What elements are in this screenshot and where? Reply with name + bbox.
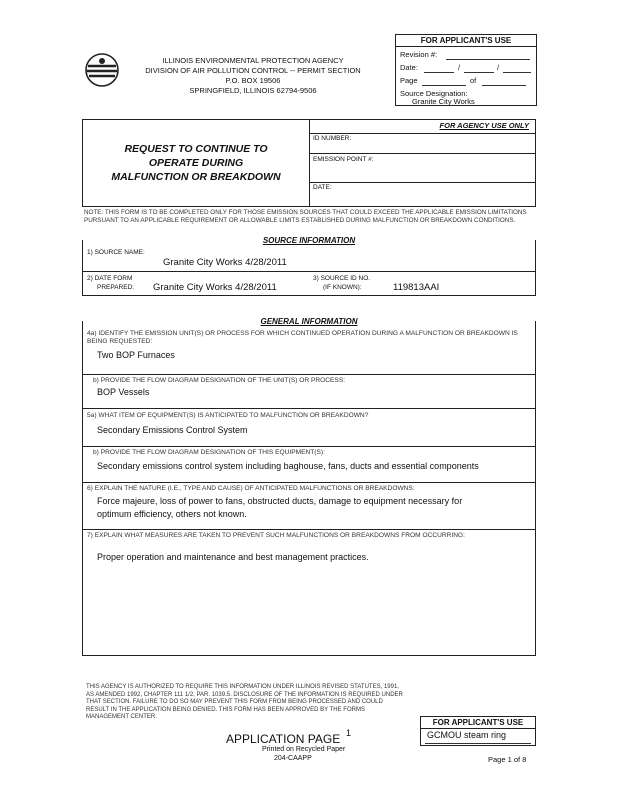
legal-notice: THIS AGENCY IS AUTHORIZED TO REQUIRE THIS INFORMATION UNDER ILLINOIS REVISED STATUTES, 1991, AS AMENDED 1992, CHAPTER 111 1/2, PAR. 1039.5. DISCLOSURE OF THE INFORMATION IS REQUIRED UNDER THAT SECTION. FAILURE TO DO SO MAY PREVENT THIS FORM FROM BEING PROCESSED AND COULD RESULT IN THE APPLICATION BEING DENIED. THIS FORM HAS BEEN APPROVED BY THE FORMS MANAGEMENT CENTER.: [86, 684, 403, 721]
answer-6-line2: optimum efficiency, others not known.: [97, 509, 247, 519]
agency-logo: [84, 52, 120, 88]
question-4a: 4a) IDENTIFY THE EMISSION UNIT(S) OR PROCESS FOR WHICH CONTINUED OPERATION DURING A MALFUNCTION OR BREAKDOWN IS BEING REQUESTED:: [87, 330, 518, 345]
applicant-use-box-top: FOR APPLICANT'S USE Revision #: Date: / / Page of Source Designation: Granite City Works: [395, 34, 537, 106]
question-4b: b) PROVIDE THE FLOW DIAGRAM DESIGNATION OF THE UNIT(S) OR PROCESS:: [93, 377, 346, 384]
answer-7: Proper operation and maintenance and best management practices.: [97, 552, 369, 562]
source-id-label-a: 3) SOURCE ID NO.: [313, 275, 371, 282]
agency-use-header: FOR AGENCY USE ONLY: [439, 121, 529, 130]
note-text: NOTE: THIS FORM IS TO BE COMPLETED ONLY FOR THOSE EMISSION SOURCES THAT COULD EXCEED THE APPLICABLE EMISSION LIMITATIONS PURSUANT TO AN APPLICABLE REQUIREMENT OR ALLOWABLE LIMITS ESTABLISHED DURING MALFUNCTION OR BREAKDOWN CONDITIONS.: [84, 209, 527, 224]
page-count: Page 1 of 8: [488, 755, 527, 764]
form-title: [83, 142, 309, 184]
revision-label: Revision #:: [400, 50, 438, 59]
id-number-label: ID NUMBER:: [313, 135, 352, 142]
date-prepared-value: Granite City Works 4/28/2011: [153, 282, 277, 293]
date-prepared-label-b: PREPARED:: [97, 284, 135, 291]
general-info-section: [82, 317, 536, 656]
applicant-use-header: FOR APPLICANT'S USE: [396, 35, 536, 47]
answer-6-line1: Force majeure, loss of power to fans, obstructed ducts, damage to equipment necessary for: [97, 496, 463, 506]
title-box: [82, 119, 310, 207]
printed-recycled: Printed on Recycled Paper: [262, 746, 346, 753]
date-field-month[interactable]: [424, 72, 454, 73]
agency-use-box: [309, 119, 536, 207]
page-of-field[interactable]: [482, 85, 526, 86]
answer-4a: Two BOP Furnaces: [97, 350, 175, 360]
applicant-use-bottom-value: GCMOU steam ring: [427, 730, 507, 740]
application-page-number: 1: [346, 728, 352, 738]
date-field-day[interactable]: [464, 72, 494, 73]
application-page-label: APPLICATION PAGE: [226, 732, 341, 746]
source-name-value: Granite City Works 4/28/2011: [163, 257, 287, 268]
answer-5a: Secondary Emissions Control System: [97, 425, 248, 435]
of-label: of: [470, 76, 477, 85]
question-7: 7) EXPLAIN WHAT MEASURES ARE TAKEN TO PREVENT SUCH MALFUNCTIONS OR BREAKDOWNS FROM OCCURRING:: [87, 532, 465, 539]
agency-header: [128, 56, 378, 96]
date-label: Date:: [400, 63, 418, 72]
agency-line3: P.O. BOX 19506: [225, 76, 281, 85]
agency-line2: DIVISION OF AIR POLLUTION CONTROL -- PERMIT SECTION: [145, 66, 361, 75]
agency-date-label: DATE:: [313, 184, 332, 191]
source-name-label: 1) SOURCE NAME:: [87, 249, 145, 256]
form-title-line1: REQUEST TO CONTINUE TO: [124, 143, 268, 155]
date-field-year[interactable]: [503, 72, 531, 73]
applicant-use-box-bottom: [420, 716, 536, 746]
agency-line1: ILLINOIS ENVIRONMENTAL PROTECTION AGENCY: [162, 56, 344, 65]
page-field[interactable]: [422, 85, 466, 86]
date-prepared-label-a: 2) DATE FORM: [87, 275, 133, 282]
question-6: 6) EXPLAIN THE NATURE (I.E., TYPE AND CAUSE) OF ANTICIPATED MALFUNCTIONS OR BREAKDOWNS:: [87, 485, 415, 492]
answer-5b: Secondary emissions control system including baghouse, fans, ducts and essential components: [97, 461, 479, 471]
source-id-value: 119813AAI: [393, 282, 440, 293]
source-id-label-b: (IF KNOWN):: [323, 284, 362, 291]
agency-line4: SPRINGFIELD, ILLINOIS 62794-9506: [189, 86, 317, 95]
page-label: Page: [400, 76, 418, 85]
revision-field[interactable]: [446, 59, 530, 60]
form-title-line2: OPERATE DURING: [148, 157, 244, 169]
form-number: 204-CAAPP: [274, 755, 312, 762]
answer-4b: BOP Vessels: [97, 387, 150, 397]
source-info-header: SOURCE INFORMATION: [83, 236, 535, 246]
form-title-line3: MALFUNCTION OR BREAKDOWN: [111, 171, 281, 183]
applicant-use-bottom-header: FOR APPLICANT'S USE: [421, 717, 535, 729]
question-5b: b) PROVIDE THE FLOW DIAGRAM DESIGNATION OF THIS EQUIPMENT(S):: [93, 449, 325, 456]
question-5a: 5a) WHAT ITEM OF EQUIPMENT(S) IS ANTICIPATED TO MALFUNCTION OR BREAKDOWN?: [87, 412, 369, 419]
general-info-header: GENERAL INFORMATION: [83, 317, 535, 327]
source-designation-value: Granite City Works: [412, 97, 475, 106]
source-designation-label: Source Designation:: [400, 89, 468, 98]
source-info-section: [82, 236, 536, 296]
emission-point-label: EMISSION POINT #:: [313, 156, 374, 163]
